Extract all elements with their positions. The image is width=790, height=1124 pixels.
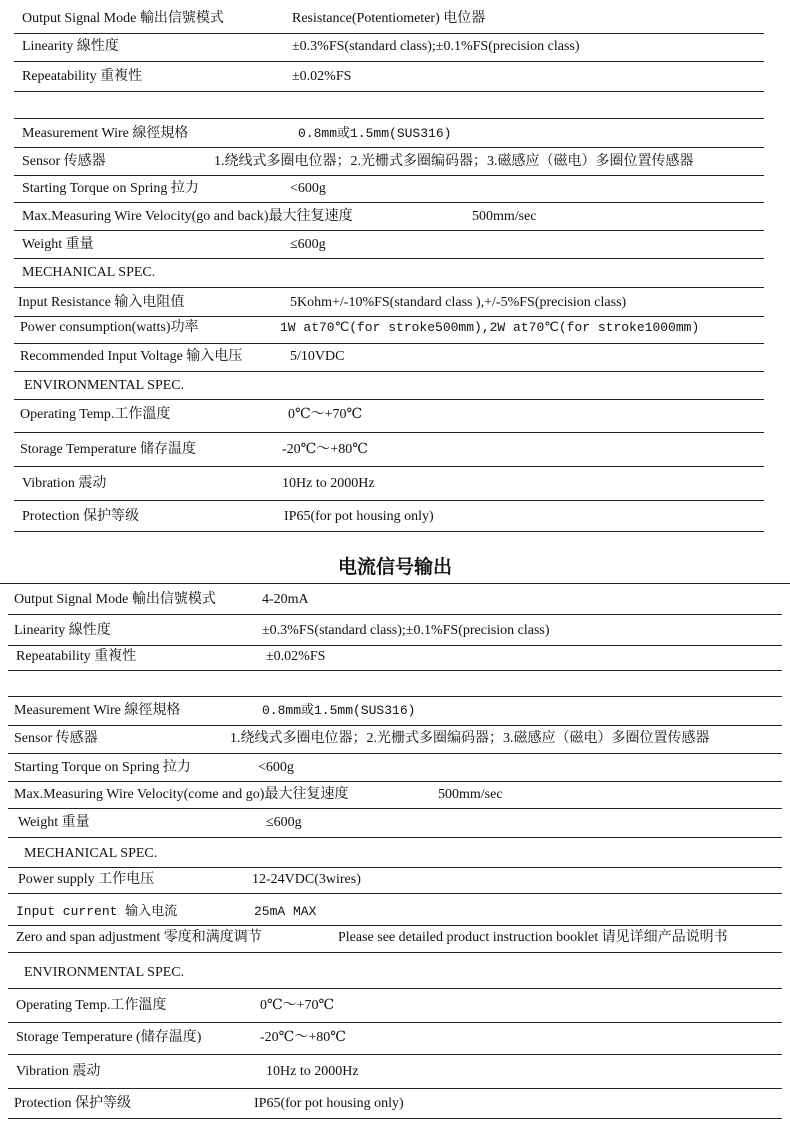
row-divider [14, 202, 764, 203]
spec-label: Sensor 传感器 [14, 731, 98, 746]
row-divider [14, 466, 764, 467]
spec-value: 1.绕线式多圈电位器；2.光栅式多圈编码器；3.磁感应（磁电）多圈位置传感器 [214, 154, 694, 169]
spec-label: Sensor 传感器 [22, 154, 106, 169]
row-divider [14, 287, 764, 288]
spec-value: Resistance(Potentiometer) 电位器 [292, 11, 486, 26]
spec-label: Vibration 震动 [22, 476, 107, 491]
spec-value: ±0.02%FS [266, 649, 326, 664]
spec-label: Power supply 工作电压 [18, 872, 155, 887]
spec-label: Vibration 震动 [16, 1064, 101, 1079]
spec-value: IP65(for pot housing only) [254, 1096, 404, 1111]
spec-label: Output Signal Mode 輸出信號模式 [22, 11, 224, 26]
spec-label: Repeatability 重複性 [22, 69, 143, 84]
row-divider [14, 230, 764, 231]
row-divider [8, 808, 782, 809]
spec-label: Storage Temperature 储存温度 [20, 442, 197, 457]
spec-label: Linearity 線性度 [22, 39, 119, 54]
spec-label: Input current 输入电流 [16, 904, 178, 919]
spec-value: 0.8mm或1.5mm(SUS316) [298, 126, 452, 141]
spec-value: 4-20mA [262, 592, 309, 607]
row-divider [8, 893, 782, 894]
spec-value: Please see detailed product instruction booklet 请见详细产品说明书 [338, 930, 728, 945]
row-divider [8, 614, 782, 615]
row-divider [14, 531, 764, 532]
spec-value: 500mm/sec [472, 209, 537, 224]
spec-label: Output Signal Mode 輸出信號模式 [14, 592, 216, 607]
spec-label: Repeatability 重複性 [16, 649, 137, 664]
spec-value: 10Hz to 2000Hz [282, 476, 375, 491]
spec-label: Operating Temp.工作溫度 [20, 407, 171, 422]
spec-label: Measurement Wire 線徑規格 [22, 126, 189, 141]
spec-value: ±0.3%FS(standard class);±0.1%FS(precision class) [292, 39, 580, 54]
spec-value: 5/10VDC [290, 349, 345, 364]
spec-label: Recommended Input Voltage 输入电压 [20, 349, 243, 364]
spec-value: <600g [290, 181, 326, 196]
row-divider [8, 952, 782, 953]
spec-value: 25mA MAX [254, 904, 317, 919]
row-divider [14, 258, 764, 259]
spec-label: Starting Torque on Spring 拉力 [22, 181, 199, 196]
row-divider [8, 988, 782, 989]
spec-value: 1W at70℃(for stroke500mm),2W at70℃(for stroke1000mm) [280, 320, 700, 335]
row-divider [8, 670, 782, 671]
spec-label: ENVIRONMENTAL SPEC. [24, 378, 185, 393]
spec-label: Operating Temp.工作溫度 [16, 998, 167, 1013]
row-divider [8, 1118, 782, 1119]
row-divider [14, 61, 764, 62]
row-divider [0, 583, 790, 584]
spec-value: 0℃～+70℃ [260, 998, 335, 1013]
spec-label: MECHANICAL SPEC. [24, 846, 158, 861]
spec-value: ±0.3%FS(standard class);±0.1%FS(precision class) [262, 623, 550, 638]
spec-value: -20℃～+80℃ [282, 442, 368, 457]
spec-label: Measurement Wire 線徑規格 [14, 703, 181, 718]
spec-value: ±0.02%FS [292, 69, 352, 84]
spec-value: 1.绕线式多圈电位器；2.光栅式多圈编码器；3.磁感应（磁电）多圈位置传感器 [230, 731, 710, 746]
row-divider [8, 753, 782, 754]
spec-label: Max.Measuring Wire Velocity(go and back)最大往复速度 [22, 209, 353, 224]
spec-label: Max.Measuring Wire Velocity(come and go)最大往复速度 [14, 787, 349, 802]
spec-value: 0℃～+70℃ [288, 407, 363, 422]
spec-label: Linearity 線性度 [14, 623, 111, 638]
row-divider [14, 118, 764, 119]
spec-value: 0.8mm或1.5mm(SUS316) [262, 703, 416, 718]
spec-value: 12-24VDC(3wires) [252, 872, 361, 887]
spec-value: 5Kohm+/-10%FS(standard class ),+/-5%FS(precision class) [290, 295, 627, 310]
section-heading-current-output: 电流信号输出 [337, 556, 452, 578]
spec-label: ENVIRONMENTAL SPEC. [24, 965, 185, 980]
spec-value: 10Hz to 2000Hz [266, 1064, 359, 1079]
spec-value: IP65(for pot housing only) [284, 509, 434, 524]
spec-label: Protection 保护等级 [22, 509, 140, 524]
spec-label: MECHANICAL SPEC. [22, 265, 156, 280]
spec-label: Zero and span adjustment 零度和满度调节 [16, 930, 262, 945]
spec-label: Weight 重量 [22, 237, 94, 252]
spec-label: Weight 重量 [18, 815, 90, 830]
spec-label: Power consumption(watts)功率 [20, 320, 199, 335]
spec-value: ≤600g [266, 815, 302, 830]
spec-value: ≤600g [290, 237, 326, 252]
row-divider [14, 432, 764, 433]
row-divider [14, 91, 764, 92]
spec-value: 500mm/sec [438, 787, 503, 802]
row-divider [8, 837, 782, 838]
row-divider [14, 147, 764, 148]
row-divider [14, 371, 764, 372]
spec-value: -20℃～+80℃ [260, 1030, 346, 1045]
row-divider [8, 696, 782, 697]
row-divider [8, 1054, 782, 1055]
spec-label: Storage Temperature (储存温度) [16, 1030, 202, 1045]
spec-label: Protection 保护等级 [14, 1096, 132, 1111]
spec-label: Starting Torque on Spring 拉力 [14, 760, 191, 775]
spec-label: Input Resistance 输入电阻值 [18, 295, 185, 310]
spec-value: <600g [258, 760, 294, 775]
